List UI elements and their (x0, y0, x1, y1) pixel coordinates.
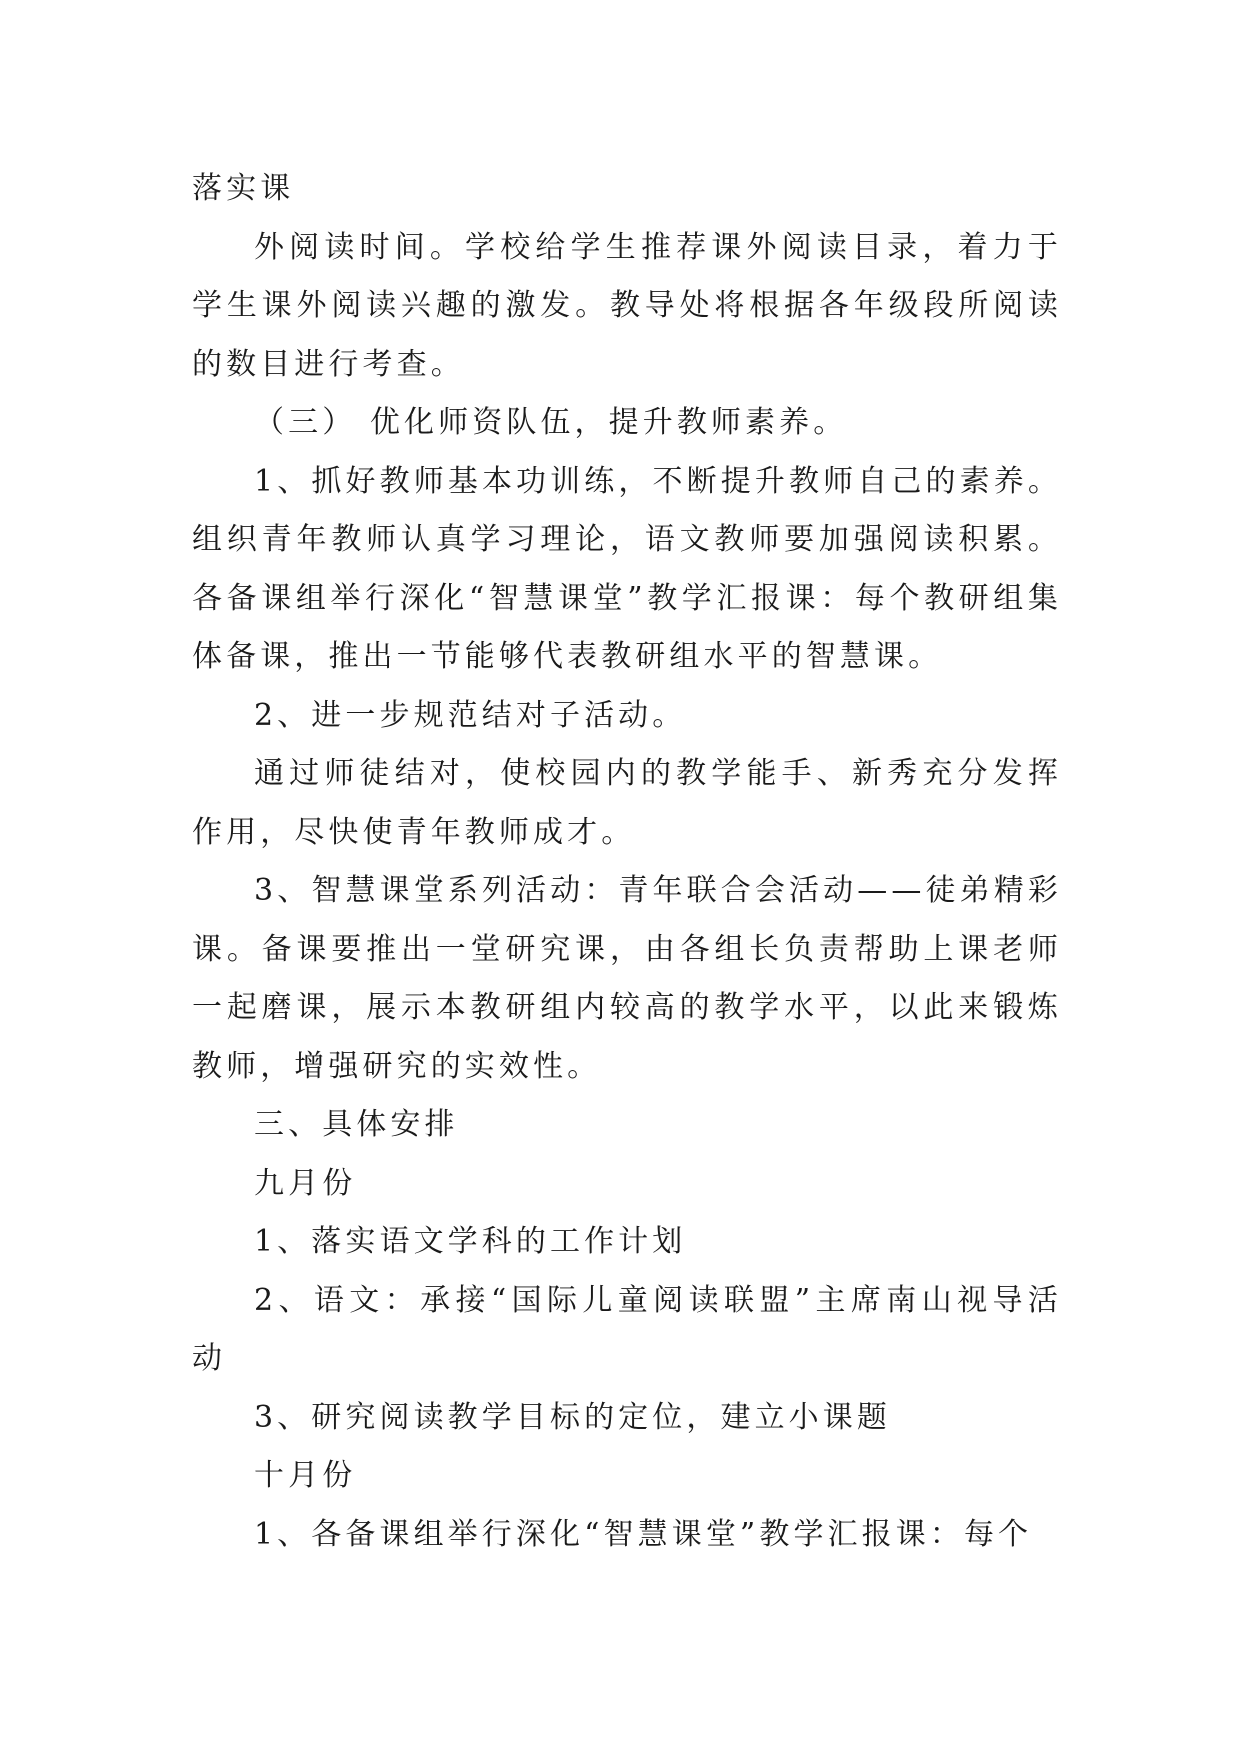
paragraph-reading-time: 外阅读时间。学校给学生推荐课外阅读目录，着力于学生课外阅读兴趣的激发。教导处将根据各年级段所阅读的数目进行考查。 (192, 229, 1062, 382)
list-item-sep-2: 2、语文：承接“国际儿童阅读联盟”主席南山视导活动 (192, 1282, 1062, 1376)
section-heading-teachers: （三） 优化师资队伍，提升教师素养。 (254, 405, 848, 440)
month-heading-october: 十月份 (254, 1458, 357, 1493)
list-item-sep-1: 1、落实语文学科的工作计划 (254, 1224, 687, 1259)
list-item-oct-1: 1、各备课组举行深化“智慧课堂”教学汇报课：每个 (254, 1516, 1033, 1552)
paragraph-pairing: 2、进一步规范结对子活动。 (254, 697, 687, 733)
month-heading-september: 九月份 (254, 1165, 357, 1201)
section-heading-schedule: 三、具体安排 (254, 1107, 459, 1142)
paragraph-mentor: 通过师徒结对，使校园内的教学能手、新秀充分发挥作用，尽快使青年教师成才。 (192, 756, 1062, 850)
list-item-sep-3: 3、研究阅读教学目标的定位，建立小课题 (254, 1399, 891, 1435)
paragraph-basic-training: 1、抓好教师基本功训练，不断提升教师自己的素养。组织青年教师认真学习理论，语文教师要加强阅读积累。各备课组举行深化“智慧课堂”教学汇报课：每个教研组集体备课，推出一节能够代表教研组水平的智慧课。 (192, 463, 1062, 674)
paragraph-continuation: 落实课 (192, 171, 295, 206)
paragraph-smart-classroom: 3、智慧课堂系列活动：青年联合会活动——徒弟精彩课。备课要推出一堂研究课，由各组长负责帮助上课老师一起磨课，展示本教研组内较高的教学水平，以此来锻炼教师，增强研究的实效性。 (192, 873, 1062, 1084)
document-body (192, 160, 1062, 1564)
